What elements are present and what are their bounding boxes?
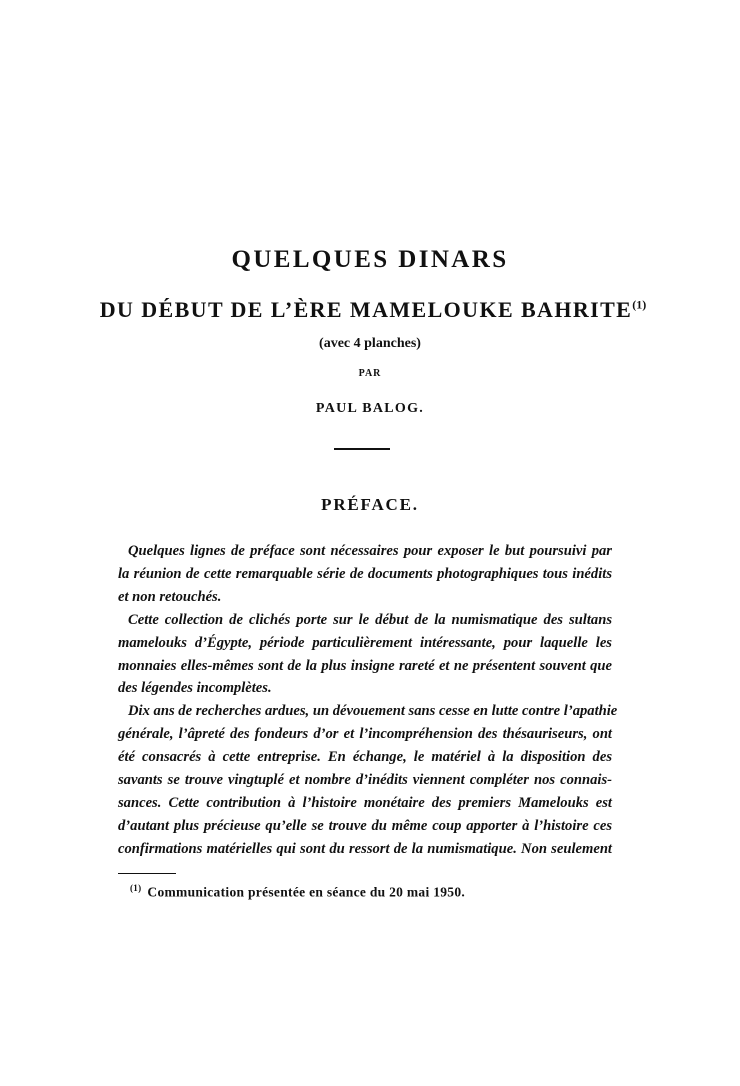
title-divider [334,448,390,450]
footnote [130,883,465,901]
body-line: générale, l’âpreté des fondeurs d’or et l’incompréhension des thésauriseurs, ont [118,726,612,743]
body-line: sances. Cette contribution à l’histoire monétaire des premiers Mamelouks est [118,794,612,811]
body-line: des légendes incomplètes. [118,680,272,697]
byline-par: PAR [358,368,382,379]
body-line: et non retouchés. [118,588,222,605]
footnote-text: Communication présentée en séance du 20 mai 1950. [147,884,466,900]
body-line: savants se trouve vingtuplé et nombre d’inédits viennent compléter nos connais- [118,772,612,789]
footnote-divider [118,873,176,874]
footnote-mark: (1) [130,883,142,893]
article-subtitle-text: DU DÉBUT DE L’ÈRE MAMELOUKE BAHRITE [99,297,633,322]
body-line: la réunion de cette remarquable série de documents photographiques tous inédits [118,565,612,582]
body-line: Cette collection de clichés porte sur le début de la numismatique des sultans [128,611,612,628]
section-heading: PRÉFACE. [321,495,419,514]
article-title: QUELQUES DINARS [231,246,509,273]
body-paragraphs [118,540,618,861]
body-line: monnaies elles-mêmes sont de la plus insigne rareté et ne présentent souvent que [118,657,612,674]
plates-note: (avec 4 planches) [319,336,421,351]
body-line: confirmations matérielles qui sont du ressort de la numismatique. Non seulement [118,840,612,857]
body-line: été consacrés à cette entreprise. En échange, le matériel à la disposition des [118,749,612,766]
article-subtitle [0,297,740,323]
author-name: PAUL BALOG. [315,401,425,416]
body-line: Quelques lignes de préface sont nécessaires pour exposer le but poursuivi par [128,543,612,559]
body-line: Dix ans de recherches ardues, un dévouement sans cesse en lutte contre l’apathie [128,703,618,720]
body-line: d’autant plus précieuse qu’elle se trouve du même coup apporter à l’histoire ces [118,817,612,834]
body-line: mamelouks d’Égypte, période particulièrement intéressante, pour laquelle les [118,634,612,651]
footnote-reference-mark: (1) [632,297,647,312]
